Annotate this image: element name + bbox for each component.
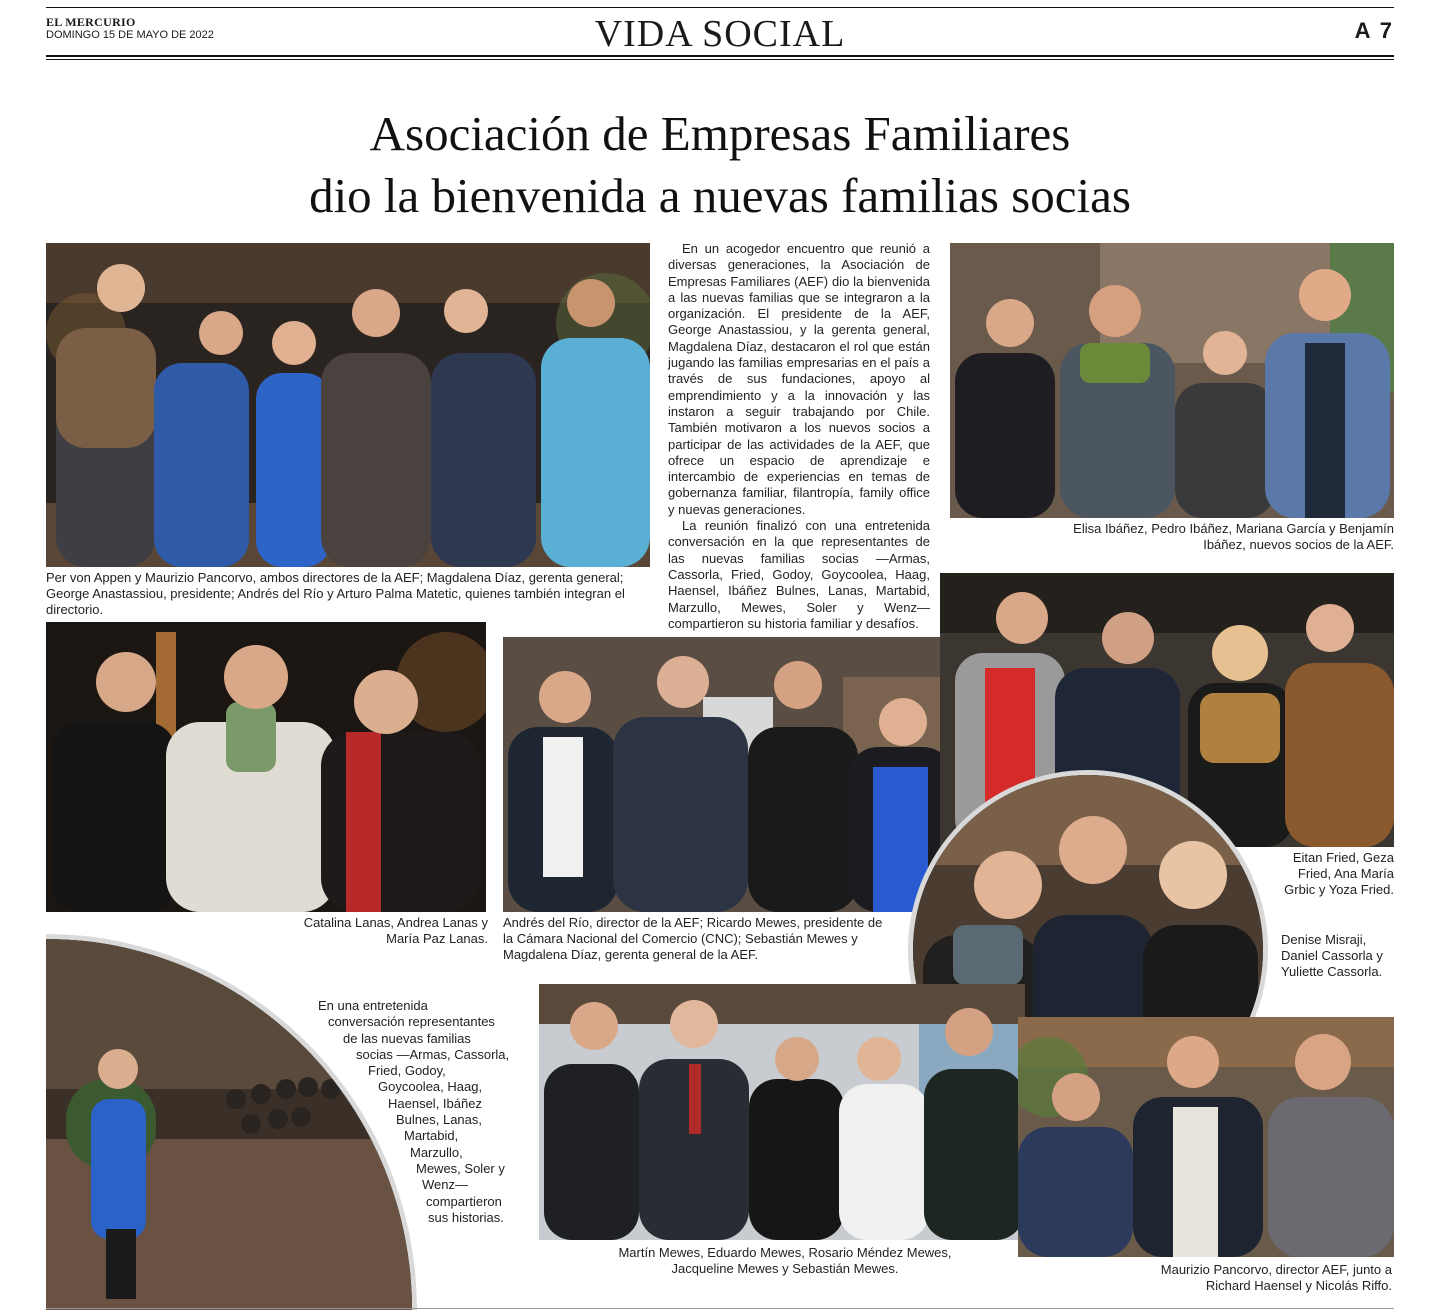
caption-fried-family: Eitan Fried, Geza Fried, Ana María Grbic y Yoza Fried. [1284,850,1394,897]
top-rule [46,7,1394,8]
headline-line-1: Asociación de Empresas Familiares [369,106,1071,161]
pull-quote-line: Bulnes, Lanas, [396,1112,483,1128]
pull-quote [318,998,518,1226]
pull-quote-line: Goycoolea, Haag, [378,1079,483,1095]
article-paragraph: La reunión finalizó con una entretenida conversación en la que representantes de las nuevas familias socias —Armas, Cassorla, Fried, Godoy, Goycoolea, Haag, Haensel, Ibáñez Bulnes, Lanas, Martabid, Marzullo, Mewes, Soler y Wenz— compartieron su historia familiar y desafíos. [668,518,930,631]
pull-quote-line: compartieron [426,1193,502,1209]
photo-pancorvo-haensel-riffo [1018,1017,1394,1257]
pull-quote-line: Martabid, [404,1128,459,1144]
article-paragraph: En un acogedor encuentro que reunió a diversas generaciones, la Asociación de Empresas Familiares (AEF) dio la bienvenida a las nuevas familias que se integraron a la organización. El presidente de la AEF, George Anastassiou, y la gerenta general, Magdalena Díaz, destacaron el rol que están jugando las familias empresarias en el país a través de sus fundaciones, apoyo al emprendimiento y a la innovación y las instaron a seguir trabajando por Chile. También motivaron a los nuevos socios a participar de las actividades de la AEF, que ofrece un espacio de aprendizaje e intercambio de experiencias en temas de gobernanza familiar, filantropía, family office y nuevas generaciones. [668,241,930,517]
photo-mewes-cnc [503,637,955,912]
pull-quote-line: Marzullo, [410,1144,463,1160]
pull-quote-line: Mewes, Soler y [416,1160,505,1176]
page-number: A 7 [1354,18,1394,43]
photo-ibanez-family [950,243,1394,518]
photo-directors-group [46,243,650,567]
article-body [668,241,930,632]
masthead: EL MERCURIO [46,15,136,29]
photo-mewes-family [539,984,1025,1240]
caption-ibanez-family: Elisa Ibáñez, Pedro Ibáñez, Mariana García y Benjamín Ibáñez, nuevos socios de la AEF. [1073,521,1394,552]
pull-quote-line: Fried, Godoy, [368,1063,446,1079]
caption-directors-group: Per von Appen y Maurizio Pancorvo, ambos directores de la AEF; Magdalena Díaz, gerenta general; George Anastassiou, presidente; Andrés del Río y Arturo Palma Matetic, quienes también integran el directorio. [46,570,625,617]
pull-quote-line: conversación representantes [328,1014,495,1030]
caption-pancorvo-haensel-riffo: Maurizio Pancorvo, director AEF, junto a Richard Haensel y Nicolás Riffo. [1160,1262,1392,1293]
pull-quote-line: Wenz— [422,1177,468,1193]
pull-quote-line: de las nuevas familias [343,1030,471,1046]
caption-mewes-cnc: Andrés del Río, director de la AEF; Ricardo Mewes, presidente de la Cámara Nacional del Comercio (CNC); Sebastián Mewes y Magdalena Díaz, gerenta general de la AEF. [503,915,883,962]
pull-quote-line: Haensel, Ibáñez [388,1095,482,1111]
section-title: VIDA SOCIAL [594,13,846,55]
header-rule-thin [46,59,1394,60]
header-rule [46,55,1394,57]
caption-lanas-family: Catalina Lanas, Andrea Lanas y María Paz Lanas. [303,915,488,946]
photo-lanas-family [46,622,486,912]
pull-quote-line: sus historias. [428,1209,504,1225]
footer-rule [46,1308,1394,1309]
pull-quote-line: socias —Armas, Cassorla, [356,1046,510,1062]
caption-cassorla-family: Denise Misraji, Daniel Cassorla y Yuliette Cassorla. [1281,932,1383,979]
headline-line-2: dio la bienvenida a nuevas familias socias [309,168,1131,223]
caption-mewes-family: Martín Mewes, Eduardo Mewes, Rosario Méndez Mewes, Jacqueline Mewes y Sebastián Mewes. [618,1245,952,1276]
pull-quote-line: En una entretenida [318,998,428,1013]
issue-date: DOMINGO 15 DE MAYO DE 2022 [46,29,214,41]
